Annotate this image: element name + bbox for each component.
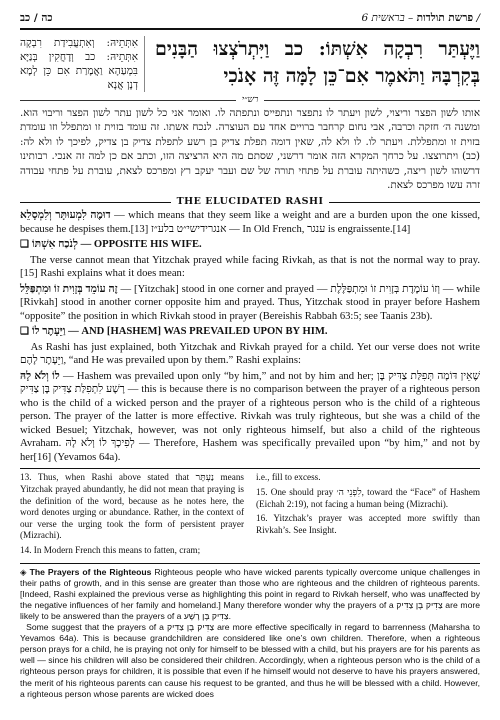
elucidation-text: The verse cannot mean that Yitzchak prayed while facing Rivkah, as that is not the normal way to pray.[15] Rashi explains what it does mean: [20,254,480,280]
footnote: 16. Yitzchak’s prayer was accepted more swiftly than Rivkah’s. See Insight. [256,513,480,535]
elucidation-paragraph [20,254,480,281]
elucidation-text: — Hashem was prevailed upon only “by him,” and not by him and her; שֶׁאֵין דּוֹמָה תְּפִלַּת צַדִּיק בֶּן רָשָׁע לִתְפִלַּת צַדִּיק בֶּן צַדִּיק — this is because there is no comparison between the prayer of a righteous person who is the child of a wicked person and the prayer of a righteous person who is the child of a righteous person. The prayer of the latter is more effective. Rivkah was truly righteous, but she was a child of the wicked Besuel; Yitzchak, however, was not only righteous himself, but also a child of the righteous Avraham. לְפִיכָךְ לוֹ וְלֹא לָהּ — Therefore, Hashem was specifically prevailed upon “by him,” and not by her[16] (Yevamos 64a). [20,370,481,463]
parashah-heading [362,12,481,24]
elucidation-body [20,209,480,464]
footnote: 13. Thus, when Rashi above stated that נַעְתָּר means Yitzchak prayed abundantly, he did not mean that praying is the definition of the word, because as he notes here, the word denotes urging or abundance. Rather, in the context of our verse the urging took the form of persistent prayer (Mizrachi). [20,472,244,541]
footnotes-left-column [20,472,244,559]
elucidation-paragraph [20,209,480,236]
elucidation-text: — which means that they seem like a weight and are a burden upon the one kissed, because he despises them.[13] אנגרידישי״ט בלע״ז — In Old French, ענגר is engraissente.[14] [20,210,481,235]
parashah-name: פרשת תולדות [416,12,474,24]
insight-box [20,563,480,700]
elucidated-title: THE ELUCIDATED RASHI [171,196,330,207]
elucidation-text: — [Yitzchak] stood in one corner and prayed — וְזוֹ עוֹמֶדֶת בְּזָוִית זוֹ וּמִתְפַּלֶּלֶת — while [Rivkah] stood in another corner opposite him and prayed. Thus, Yitzchak stood in prayer before Hashem “opposite” the position in which Rivkah stood in prayer (Bereishis Rabbah 63:5; see Taanis 23b). [20,283,480,322]
footnote: 15. One should pray לִפְנֵי ה׳, toward the “Face” of Hashem (Eichah 2:19), not facing a human being (Mizrachi). [256,487,480,509]
lemma: דוּמֶה לִמְעוּתָּר וְלִמְסָלֵא [20,210,111,222]
lemma: וַיֵּעָתֶר לוֹ [31,326,66,338]
square-bullet-icon: ❑ [20,239,29,251]
footnote: 14. In Modern French this means to fatten, cram; [20,545,201,555]
insight-text: Righteous people who have wicked parents typically overcome unique challenges in their paths of growth, and in this sense are greater than those who are righteous and the children of righteous parents. [Indeed, Rashi explained the previous verse as highlighting this point in regard to Rivkah herself, who was unaffected by the negative influences of her family and homeland.] Many therefore wonder why the prayers of a צַדִּיק בֶּן צַדִּיק are more likely to be answered than the prayers of a צַדִּיק בֶּן רָשָׁע. [20,566,481,621]
lemma: לְנֹכַח אִשְׁתּוֹ [31,239,78,251]
insight-paragraph [20,567,480,622]
rashi-label: רש״י [236,95,265,105]
chapter-verse-ref: כה / כב [20,12,53,24]
rashi-divider [20,94,480,105]
insight-marker-icon: ◈ [20,566,27,577]
heading-separator: – [408,12,414,24]
running-header [20,10,480,30]
elucidation-text: As Rashi has just explained, both Yitzchak and Rivkah prayed for a child. Yet our verse does not write וַיֵּעָתֶר לָהֶם, “and He was prevailed upon by them.” Rashi explains: [20,341,480,367]
elucidation-text: — AND [HASHEM] WAS PREVAILED UPON BY HIM. [68,326,328,338]
book-name: בראשית [371,12,405,24]
insight-paragraph [20,622,480,700]
rashi-hebrew-commentary: אותו לשון הפצר וריצוי, לשון ויעתר לו נתפצר ונתפייס ונתפתה לו. ואומר אני כל לשון עתר לשון הפצר וריבוי הוא. ומשנה ה׳ חזקה וכרבה, אבי נחום קרחבר ברויים אחד עם העוצרה. לנכח אשתו. זה עומד בזוית זו ומתפלל וזו עומדת בזוית זו ומתפללת. ויעתר לו. לו ולא לה, שאין דומה תפלת צדיק בן רשע לתפלת צדיק בן צדיק, לפיכך לו ולא לה: (כב) ויתרוצצו. על כרחך המקרא הזה אומר דרשני, שסתם מה היא הרציצה הזו, וכתב אם כן למה זה אנכי. רבותינו דרשוהו לשון ריצה, כשהיתה עוברת על פתחי תורה של שם ועבר יעקב רץ ומפרכס לצאת, עוברת על פתחי עבודה זרה עשו מפרכס לצאת. [20,107,480,192]
footnotes [20,468,480,559]
square-bullet-icon: ❑ [20,326,29,338]
elucidation-heading [20,325,480,339]
verse-text: וַיֶּעְתַּר רִבְקָה אִשְׁתּוֹ: כב וַיִּתְרֹצְצוּ הַבָּנִים בְּקִרְבָּהּ וַתֹּאמֶר אִם־כֵּן לָמָּה זֶּה אָנֹכִי [155,38,480,87]
verse-block [20,36,480,92]
lemma: לוֹ וְלֹא לָהּ [20,370,60,382]
footnotes-right-column [256,472,480,559]
lemma: זֶה עוֹמֵד בְּזָוִית זוֹ וּמִתְפַּלֵּל [20,283,118,295]
onkelos-text: אִתְּתֵיהּ: וְאִתְעֲבִידַת רִבְקָה אִתְּתֵיהּ: כב וְדָחֲקִין בְּנַיָּא בִּמְעַהָא וַאֲמָרַת אִם כֵּן לְמָא דְנָן אֲנָא [20,36,145,92]
elucidation-text: — OPPOSITE HIS WIFE. [80,239,202,251]
footnote: i.e., fill to excess. [256,472,321,483]
insight-title: The Prayers of the Righteous [29,566,152,577]
elucidation-paragraph [20,370,480,465]
elucidated-title-bar [20,196,480,207]
page-number: 6 / [361,12,480,24]
elucidation-heading [20,238,480,252]
insight-text: Some suggest that the prayers of a צַדִּיק בֶּן צַדִּיק are more effective specifically in regard to barrenness (Maharsha to Yevamos 64a). This is because grandchildren are considered like one’s own children. Therefore, when a righteous person prays for a child, he is praying not only for himself to be blessed with a child, but his prayers are for his parents as well — since his children will also be considered their children. Accordingly, when a righteous person who is the child of a righteous person prays for children, it is possible that even if he himself would not deserve to have his prayers answered, the merit of his righteous parents can cause his request to be granted, and thus he will be blessed with a child. However, a righteous person whose parents are wicked does [20,622,480,699]
elucidation-paragraph [20,283,480,324]
elucidation-paragraph [20,341,480,368]
